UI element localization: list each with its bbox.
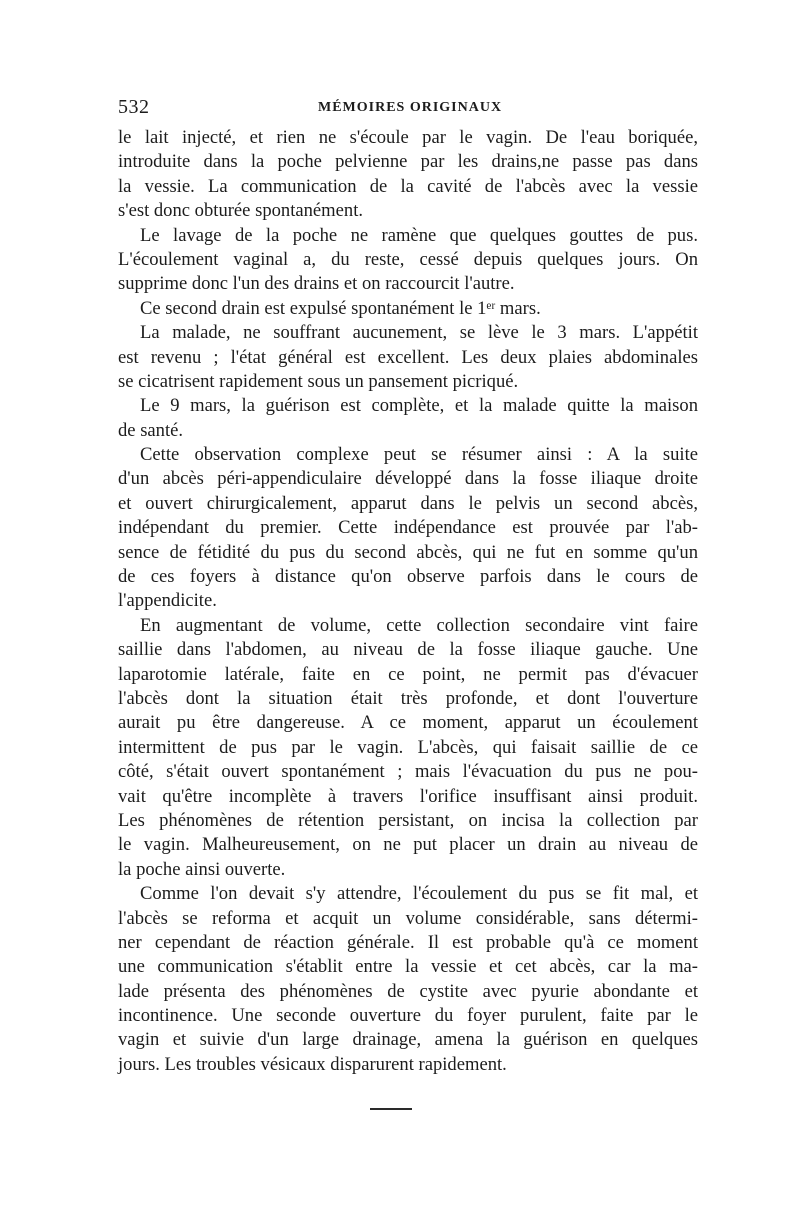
text-line: intermittent de pus par le vagin. L'abcès, qui faisait saillie de ce	[118, 736, 698, 758]
body-text	[118, 126, 698, 1077]
text-line: Ce second drain est expulsé spontanément le 1ᵉʳ mars.	[140, 297, 541, 319]
text-line: jours. Les troubles vésicaux disparurent rapidement.	[118, 1053, 507, 1075]
text-line: Le lavage de la poche ne ramène que quelques gouttes de pus.	[140, 224, 698, 246]
paragraph	[118, 443, 698, 614]
text-line: aurait pu être dangereuse. A ce moment, apparut un écoulement	[118, 712, 698, 734]
text-line: vait qu'être incomplète à travers l'orifice insuffisant ainsi produit.	[118, 785, 698, 807]
paragraph	[118, 321, 698, 394]
paragraph	[118, 614, 698, 882]
text-line: la poche ainsi ouverte.	[118, 858, 286, 880]
text-line: se cicatrisent rapidement sous un pansement picriqué.	[118, 370, 519, 392]
text-line: lade présenta des phénomènes de cystite avec pyurie abondante et	[118, 980, 698, 1002]
text-line: d'un abcès péri-appendiculaire développé dans la fosse iliaque droite	[118, 468, 698, 490]
text-line: le vagin. Malheureusement, on ne put placer un drain au niveau de	[118, 834, 698, 856]
paragraph	[118, 126, 698, 224]
paragraph	[118, 224, 698, 297]
text-line: L'écoulement vaginal a, du reste, cessé depuis quelques jours. On	[118, 248, 698, 270]
text-line: indépendant du premier. Cette indépendance est prouvée par l'ab-	[118, 517, 698, 539]
text-line: Le 9 mars, la guérison est complète, et la malade quitte la maison	[140, 395, 698, 417]
text-line: supprime donc l'un des drains et on raccourcit l'autre.	[118, 273, 515, 295]
text-line: et ouvert chirurgicalement, apparut dans le pelvis un second abcès,	[118, 492, 698, 514]
text-line: côté, s'était ouvert spontanément ; mais l'évacuation du pus ne pou-	[118, 761, 698, 783]
text-line: laparotomie latérale, faite en ce point, ne permit pas d'évacuer	[118, 663, 698, 685]
text-line: l'abcès dont la situation était très profonde, et dont l'ouverture	[118, 687, 698, 709]
text-line: incontinence. Une seconde ouverture du foyer purulent, faite par le	[118, 1005, 698, 1027]
text-line: l'abcès se reforma et acquit un volume considérable, sans détermi-	[118, 907, 698, 929]
text-line: Les phénomènes de rétention persistant, on incisa la collection par	[118, 809, 698, 831]
text-line: En augmentant de volume, cette collection secondaire vint faire	[140, 614, 698, 636]
text-line: de ces foyers à distance qu'on observe parfois dans le cours de	[118, 566, 698, 588]
text-line: la vessie. La communication de la cavité de l'abcès avec la vessie	[118, 175, 698, 197]
end-rule	[370, 1108, 412, 1110]
paragraph	[118, 882, 698, 1077]
text-line: ner cependant de réaction générale. Il est probable qu'à ce moment	[118, 931, 698, 953]
text-line: une communication s'établit entre la vessie et cet abcès, car la ma-	[118, 956, 698, 978]
text-line: sence de fétidité du pus du second abcès, qui ne fut en somme qu'un	[118, 541, 698, 563]
text-line: La malade, ne souffrant aucunement, se lève le 3 mars. L'appétit	[140, 322, 698, 344]
text-line: est revenu ; l'état général est excellent. Les deux plaies abdominales	[118, 346, 698, 368]
text-line: s'est donc obturée spontanément.	[118, 200, 364, 222]
text-line: Comme l'on devait s'y attendre, l'écoulement du pus se fit mal, et	[140, 883, 698, 905]
text-line: l'appendicite.	[118, 590, 217, 612]
paragraph	[118, 394, 698, 443]
page-number: 532	[118, 96, 150, 118]
text-line: introduite dans la poche pelvienne par les drains,ne passe pas dans	[118, 151, 698, 173]
text-line: vagin et suivie d'un large drainage, amena la guérison en quelques	[118, 1029, 698, 1051]
text-line: de santé.	[118, 419, 184, 441]
running-title: MÉMOIRES ORIGINAUX	[318, 100, 503, 115]
text-line: saillie dans l'abdomen, au niveau de la fosse iliaque gauche. Une	[118, 639, 698, 661]
text-line: Cette observation complexe peut se résumer ainsi : A la suite	[140, 444, 698, 466]
paragraph	[118, 297, 698, 321]
text-line: le lait injecté, et rien ne s'écoule par le vagin. De l'eau boriquée,	[118, 127, 698, 148]
page-header	[118, 96, 698, 124]
